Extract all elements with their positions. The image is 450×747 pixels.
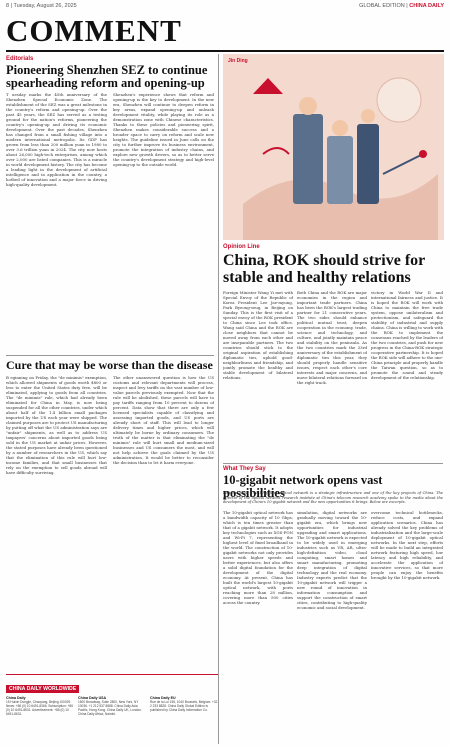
editorial-divider xyxy=(6,355,214,356)
opinion-line-label: Opinion Line xyxy=(223,244,260,250)
edition-label: GLOBAL EDITION xyxy=(359,3,405,9)
footer-column-1-title: China Daily xyxy=(6,696,26,700)
footer-column-2-title: China Daily USA xyxy=(78,696,107,700)
section-title: COMMENT xyxy=(6,13,182,48)
editorial-1-column-1: T uesday marks the 45th anniversary of the Shenzhen Special Economic Zone. The establishment of the SEZ was a great milestone in the country's reform and opening-up. Over the past 45 years, the SEZ has served as a testing ground for the nation's reforms, pioneering the country's opening-up and driving its economic development. Over the past decades, Shenzhen has changed from a small fishing village into a modern international metropolis. Its GDP has grown from less than 200 million yuan in 1980 to over 3.6 trillion yuan in 2024. The city now hosts about 26,000 high-tech enterprises, among which over 2,000 are listed companies. This is a miracle in world development history. The city has become a leading light in the development of artificial intelligence and in application in the country, a hotbed of innovation and a major force in driving high-quality development. xyxy=(6,92,107,187)
footer-banner: CHINA DAILY WORLDWIDE xyxy=(6,685,79,693)
editors-note: Editor's Note: The 10-gigabit optical network is a strategic infrastructure and one of the key projects of China. The director of the optical network research institute at China's telecom research academy spoke to the media about the development of China's 10-gigabit network and the new opportunities it brings. Below are excerpts. xyxy=(223,491,443,505)
what-they-say-column-3: overcome technical bottlenecks, reduce costs, and expand application scenarios. China has already solved the key problems of industrialization and the large-scale deployment of 10-gigabit optical networks. In the next step, efforts will be made to build an integrated network featuring high speed, low latency and high reliability, and accelerate the application of innovative services, so that more people can enjoy the benefits brought by the 10-gigabit network. xyxy=(371,510,443,580)
footer-column-2 xyxy=(78,696,146,716)
opinion-divider xyxy=(223,463,443,464)
section-rule xyxy=(6,50,444,52)
contact-footer xyxy=(6,674,218,742)
footer-column-3-body: Rue de la Loi 155, 1040 Brussels, Belgium. +32 2 233 8828. China Daily Global Edition is published by China Daily Information Co. xyxy=(150,700,218,713)
opinion-column-2: Both China and the ROK are major economies in the region and important trade partners. China has been the ROK's largest trading partner for 21 consecutive years. The two sides should enhance political mutual trust, deepen cooperation in the economy, trade, science and technology, and culture, and jointly maintain peace and stability on the peninsula. As the two countries mark the 33rd anniversary of the establishment of diplomatic ties this year, they should properly handle sensitive issues, respect each other's core interests and major concerns, and move bilateral relations forward on the right track. xyxy=(297,290,367,385)
opinion-column-3: victory in World War II and international fairness and justice. It is hoped the ROK will work with China to maintain the free trade system, oppose unilateralism and protectionism, and safeguard the stability of industrial and supply chains. China is willing to work with the ROK to implement the consensus reached by the leaders of the two countries, and push for new progress in the China-ROK strategic cooperative partnership. It is hoped the ROK side will adhere to the one-China principle and properly handle the Taiwan question, so as to promote the sound and steady development of the relationship. xyxy=(371,290,443,380)
editorials-label: Editorials xyxy=(6,56,34,62)
editorial-1-column-2: Shenzhen's experience shows that reform and opening-up is the key to development. In the new era, Shenzhen will continue to deepen reform in key areas, expand opening-up and unleash development vitality, while playing its role as a demonstration zone with Chinese characteristics. Thanks to these policies and pioneering spirit, Shenzhen makes considerable success and a broader space to carry on reform and scale new heights. The guideline issued in June calls on the city to further improve its business environment, promote the integration of industry chains, and explore new growth drivers, so as to better serve the country's development strategy and high-level opening-up to the outside world. xyxy=(113,92,214,167)
editorial-2-column-2: The other unanswered question is how the US customs and relevant departments will process, inspect and levy tariffs on the vast number of low-value parcels previously exempted. Now that the rule will be abolished, these parcels will have to pay tariffs ranging from 10 percent to dozens of percent. Data show that there are only a few licensed specialists capable of classifying and assessing imported goods, and US ports are already short of staff. This will lead to longer delivery times and higher prices, which will ultimately be borne by ordinary consumers. The truth of the matter is that eliminating the "de minimis" rule will hurt small and medium-sized businesses and US consumers the most, and will not help achieve the goals claimed by the US administration. It would be better to reconsider the decision than to let it harm everyone. xyxy=(113,375,214,465)
opinion-column-1: Foreign Minister Wang Yi met with Special Envoy of the Republic of Korea President Lee Jae-myung, Park Byeong-seug, in Beijing on Sunday. This is the first visit of a special envoy of the ROK president to China since Lee took office. Wang said China and the ROK are close neighbors that cannot be moved away from each other and are inseparable partners. The two countries should stick to the original aspiration of establishing diplomatic ties, uphold good-neighborliness and friendship, and jointly promote the healthy and stable development of bilateral relations. xyxy=(223,290,293,380)
editorial-2-headline: Cure that may be worse than the disease xyxy=(6,358,213,372)
editorial-2-column-1: B eginning on Friday, the "de minimis" exemption, which allowed shipments of goods worth $800 or less to enter the United States duty free, will be eliminated, applying to goods from all countries. The "de minimis" rule, which had already been eliminated for China in May, is now being suspended for all the other countries, under which about half of the 1.4 billion small packages imported by the US each year were shipped. The claimed purposes are to protect US manufacturing by putting off what the US administration says are "unfair" shipments, as well as to address US taxpayers' concerns about imported goods being sold in the US market at unfair prices. However, the stated purposes have already been questioned by a number of researchers in the US, which say that the elimination of this rule will hurt low-income families, and that small businesses that rely on the exemption to sell goods abroad will have difficulty surviving. xyxy=(6,375,107,475)
editorial-1-headline: Pioneering Shenzhen SEZ to continue spearheading reform and opening-up xyxy=(6,63,208,90)
what-they-say-column-2: simulation, digital networks are gradually moving toward the 10-gigabit era, which brings new opportunities for industrial upgrading and smart applications. The 10-gigabit network is expected to be widely used in emerging industries such as VR, AR, ultra-high-definition video, cloud computing, smart homes and smart manufacturing, promoting deep integration of digital technology and the real economy. Industry experts predict that the 10-gigabit network will trigger a new round of innovation in information consumption and support the construction of smart cities, contributing to high-quality economic and social development. xyxy=(297,510,367,610)
opinion-headline: China, ROK should strive for stable and healthy relations xyxy=(223,252,425,286)
column-rule xyxy=(218,54,219,744)
footer-column-2-body: 1500 Broadway, Suite 2800, New York, NY 10036. +1 212 537 8888. China Daily Asia Pacific, Hong Kong. China Daily UK, London. China Daily Africa, Nairobi. xyxy=(78,700,142,717)
footer-column-1-body: 15 Huixin Dongjie, Chaoyang, Beijing 100029. News: +86 (0) 10 6491-8366. Subscription: +86 (0) 10 6491-8631. Advertisement: +86 (0) 10 6491-8631. xyxy=(6,700,73,717)
what-they-say-headline: 10-gigabit network opens vast possibilities xyxy=(223,473,383,500)
footer-column-3 xyxy=(150,696,218,716)
what-they-say-column-1: The 10-gigabit optical network has a bandwidth capacity of 10 Gbps, which is ten times greater than that of a gigabit network. It adopts key technologies such as XGS-PON and Wi-Fi 7, representing the highest level of fixed broadband in the world. The construction of 10-gigabit networks not only provides users with higher speeds and better experiences, but also offers a solid digital foundation for the development of the digital economy. At present, China has built the world's largest 10-gigabit optical network, with ports reaching more than 28 million, covering more than 500 cities across the country. xyxy=(223,510,293,605)
running-header: 8 | Tuesday, August 26, 2025 GLOBAL EDITION | CHINA DAILY xyxy=(6,3,444,12)
footer-column-1 xyxy=(6,696,74,716)
masthead-brand: CHINA DAILY xyxy=(409,3,444,9)
what-they-say-label: What They Say xyxy=(223,466,266,472)
cartoon-illustration xyxy=(223,54,444,240)
page-date: 8 | Tuesday, August 26, 2025 xyxy=(6,3,77,9)
footer-column-3-title: China Daily EU xyxy=(150,696,176,700)
cartoon-drawing xyxy=(223,54,444,240)
illustration-credit: Jin Ding xyxy=(228,58,248,64)
